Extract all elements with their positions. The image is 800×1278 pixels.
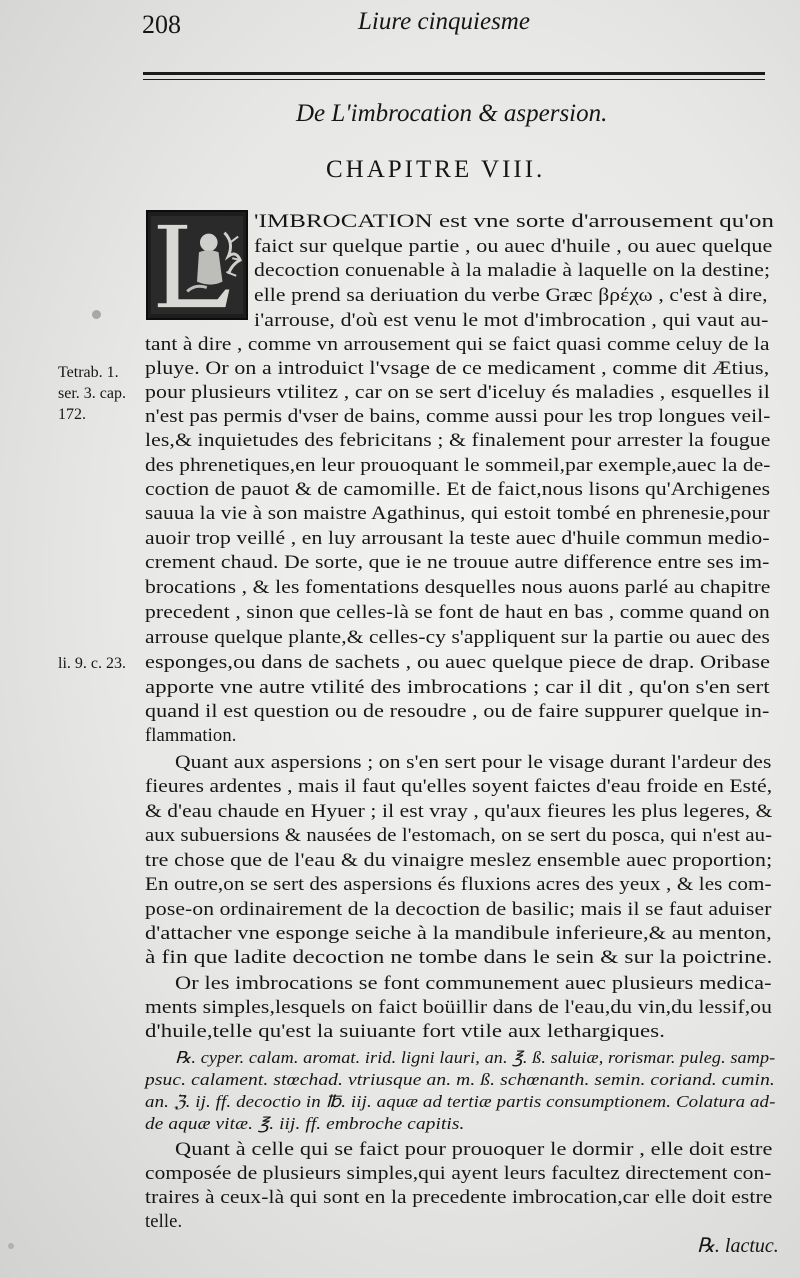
text-line: à fin que ladite decoction ne tombe dans le sein & sur la poictrine.: [145, 947, 773, 968]
text-line: d'attacher vne esponge seiche à la mandibule inferieure,& au menton,: [145, 923, 772, 944]
text-line: des phrenetiques,en leur prouoquant le sommeil,par exemple,auec la de-: [145, 455, 771, 476]
text-line: & d'eau chaude en Hyuer ; il est vray , qu'aux fieures les plus legeres, &: [145, 801, 773, 822]
margin-note: li. 9. c. 23.: [58, 655, 126, 672]
ink-blot: [92, 310, 101, 319]
running-head: Liure cinquiesme: [358, 8, 530, 35]
text-line: pose-on ordinairement de la decoction de basilic; mais il se faut aduiser: [145, 899, 772, 920]
text-line: les,& inquietudes des febricitans ; & finalement pour arrester la fougue: [145, 430, 771, 451]
text-line: crement chaud. De sorte, que ie ne trouue autre difference entre ses im-: [145, 552, 770, 573]
recipe-line: ℞. cyper. calam. aromat. irid. ligni lauri, an. ℥. ß. saluiæ, rorismar. puleg. samp-: [175, 1048, 776, 1067]
text-line: n'est pas permis d'vser de bains, comme aussi pour les trop longues veil-: [145, 406, 771, 427]
text-line: d'huile,telle qu'est la suiuante fort vtile aux lethargiques.: [145, 1021, 666, 1042]
text-line: pluye. Or on a introduict l'vsage de ce medicament , comme dit Ætius,: [145, 358, 770, 379]
text-line: 'IMBROCATION est vne sorte d'arrousement qu'on: [254, 211, 775, 232]
text-line: i'arrouse, d'où est venu le mot d'imbrocation , qui vaut au-: [254, 310, 769, 331]
text-line: ments simples,lesquels on faict boüillir dans de l'eau,du vin,du lessif,ou: [145, 997, 773, 1018]
text-line: brocations , & les fomentations desquelles nous auons parlé au chapitre: [145, 577, 771, 598]
text-line: telle.: [145, 1211, 183, 1232]
page-number: 208: [142, 10, 181, 39]
text-line: auoir trop veillé , en luy arrousant la teste auec d'huile commun medio-: [145, 528, 770, 549]
text-line: aux subuersions & nausées de l'estomach, on se sert du posca, qui n'est au-: [145, 825, 773, 846]
text-line: coction de pauot & de camomille. Et de faict,nous lisons qu'Archigenes: [145, 479, 771, 500]
text-line: precedent , sinon que celles-là se font de haut en bas , comme quand on: [145, 602, 770, 623]
text-line: En outre,on se sert des aspersions és fluxions acres des yeux , & les com-: [145, 874, 772, 895]
text-line: Or les imbrocations se font communement auec plusieurs medica-: [175, 973, 772, 994]
recipe-line: psuc. calament. stœchad. vtriusque an. m. ß. schœnanth. semin. coriand. cumin.: [145, 1070, 775, 1089]
text-line: sauua la vie à son maistre Agathinus, qui estoit tombé en phrenesie,pour: [145, 503, 770, 524]
margin-note: ser. 3. cap.: [58, 385, 126, 402]
recipe-line: de aquæ vitæ. ℥. iij. ff. embroche capitis.: [145, 1114, 465, 1133]
recipe-line: an. ℨ. ij. ff. decoctio in ℔. iij. aquæ ad tertiæ partis consumptionem. Colatura ad-: [145, 1092, 776, 1111]
margin-note: 172.: [58, 406, 86, 423]
historiated-initial-icon: [146, 210, 248, 320]
header-rule-thin: [143, 79, 765, 80]
text-line: composée de plusieurs simples,qui ayent leurs facultez directement con-: [145, 1163, 772, 1184]
ink-blot: [8, 1243, 14, 1249]
text-line: Quant à celle qui se faict pour prouoquer le dormir , elle doit estre: [175, 1139, 773, 1160]
text-line: flammation.: [145, 725, 237, 746]
margin-note: Tetrab. 1.: [58, 364, 119, 381]
initial-illustration: [148, 212, 246, 318]
text-line: tre chose que de l'eau & du vinaigre meslez ensemble auec proportion;: [145, 850, 773, 871]
text-line: tant à dire , comme vn arrousement qui se faict quasi comme celuy de la: [145, 334, 770, 355]
text-line: faict sur quelque partie , ou auec d'huile , ou auec quelque: [254, 236, 773, 257]
text-line: traires à ceux-là qui sont en la precedente imbrocation,car elle doit estre: [145, 1187, 773, 1208]
text-line: decoction conuenable à la maladie à laquelle on la destine;: [254, 260, 771, 281]
text-line: esponges,ou dans de sachets , ou auec quelque piece de drap. Oribase: [145, 652, 771, 673]
chapter-title: CHAPITRE VIII.: [326, 156, 546, 183]
text-line: fieures ardentes , mais il faut qu'elles soyent faictes d'eau froide en Esté,: [145, 776, 773, 797]
section-title: De L'imbrocation & aspersion.: [296, 100, 608, 127]
catchword: ℞. lactuc.: [697, 1235, 779, 1257]
text-line: arrouse quelque plante,& celles-cy s'appliquent sur la partie ou auec des: [145, 627, 770, 648]
header-rule: [143, 72, 765, 75]
text-line: quand il est question ou de resoudre , ou de faire suppurer quelque in-: [145, 701, 770, 722]
text-line: Quant aux aspersions ; on s'en sert pour le visage durant l'ardeur des: [175, 752, 772, 773]
text-line: elle prend sa deriuation du verbe Græc βρέχω , c'est à dire,: [254, 285, 768, 306]
text-line: pour plusieurs vtilitez , car on se sert d'iceluy és maladies , esquelles il: [145, 382, 770, 403]
text-line: apporte vne autre vtilité des imbrocations ; car il dit , qu'on s'en sert: [145, 677, 770, 698]
